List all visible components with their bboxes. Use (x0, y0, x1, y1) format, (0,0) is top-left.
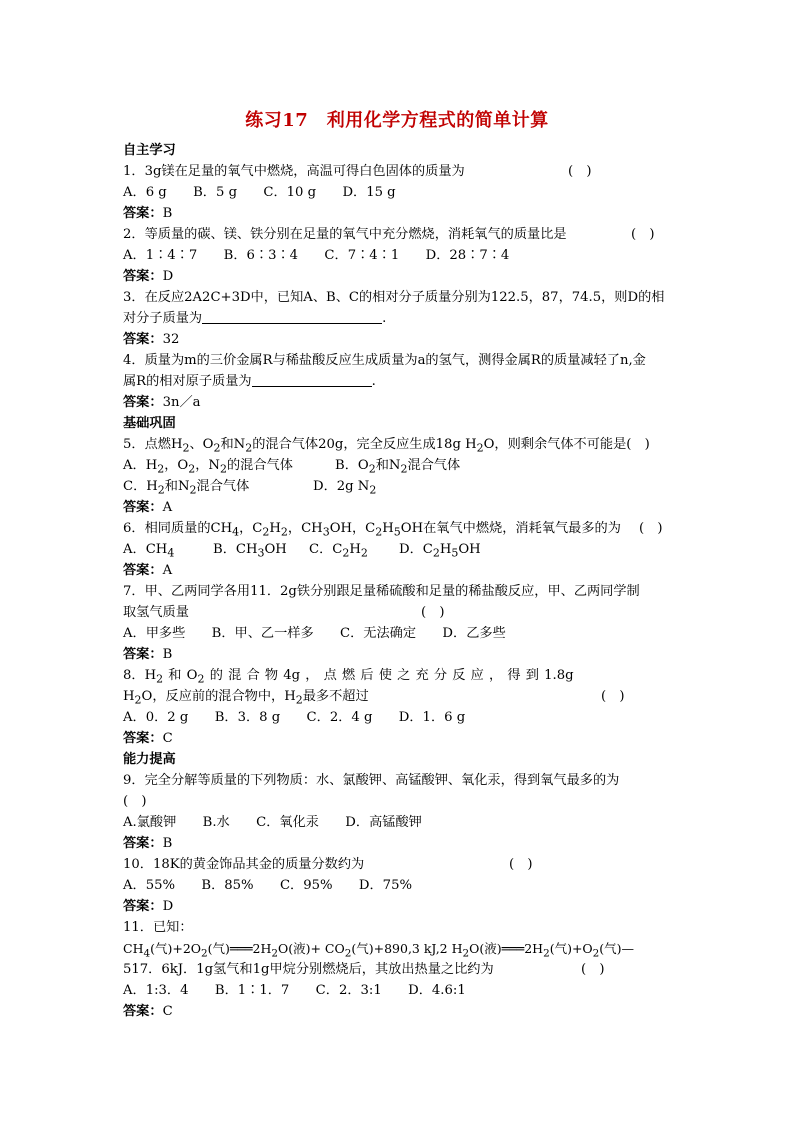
answer-value: C (162, 1004, 173, 1019)
question-end: . (371, 374, 376, 389)
question-options: A．1∶4∶7 B．6∶3∶4 C．7∶4∶1 D．28∶7∶4 (123, 248, 510, 263)
question-7-cont: 取氢气质量 ( ) (123, 602, 683, 623)
answer-line (123, 833, 683, 854)
question-stem: 对分子质量为 (123, 311, 203, 326)
page-title: 练习17 利用化学方程式的简单计算 (245, 110, 549, 131)
answer-value: A (162, 500, 173, 515)
question-3: 3．在反应2A2C+3D中，已知A、B、C的相对分子质量分别为122.5，87，74.5，则D的相 (123, 290, 665, 305)
answer-line (123, 203, 683, 224)
section-heading: 自主学习 (123, 143, 176, 158)
section-heading: 能力提高 (123, 752, 176, 767)
answer-value: C (162, 731, 173, 746)
question-end: . (382, 311, 387, 326)
answer-paren: ( ) (509, 857, 533, 872)
question-8: 8．$H_2$ 和 $O_2$ 的 混 合 物 4g ， 点 燃 后 使 之 充 分 反 应 ， 得 到 1.8g (123, 668, 574, 686)
question-options: A．$CH_4$ B．$CH_3OH$ C．$C_2H_2$ D．$C_2H_5OH$ (123, 542, 481, 560)
answer-value: B (162, 206, 173, 221)
question-options: A．甲多些 B．甲、乙一样多 C．无法确定 D．乙多些 (123, 626, 506, 641)
exercise-content (123, 140, 683, 1022)
answer-label: 答案： (123, 206, 163, 221)
question-11-cont: 517．6kJ．1g氢气和1g甲烷分别燃烧后，其放出热量之比约为 ( ) (123, 959, 683, 980)
question-9: 9．完全分解等质量的下列物质：水、氯酸钾、高锰酸钾、氧化汞，得到氧气最多的为 (123, 773, 620, 788)
answer-label: 答案： (123, 563, 163, 578)
fill-blank (252, 372, 372, 387)
answer-value: 3n／a (162, 395, 201, 410)
answer-paren: ( ) (568, 164, 592, 179)
answer-label: 答案： (123, 269, 163, 284)
question-2 (123, 224, 683, 245)
question-options: A．0．2 g B．3．8 g C．2．4 g D．1．6 g (123, 710, 466, 725)
question-11: 11．已知： (123, 920, 193, 935)
answer-label: 答案： (123, 1004, 163, 1019)
question-options: C．$H_2$和$N_2$混合气体 D．2g $N_2$ (123, 479, 377, 497)
question-options: A．1:3．4 B．1∶1．7 C．2．3:1 D．4.6:1 (123, 983, 466, 998)
question-stem: 1．3g镁在足量的氧气中燃烧，高温可得白色固体的质量为 (123, 164, 465, 179)
answer-line (123, 728, 683, 749)
question-7: 7．甲、乙两同学各用11．2g铁分别跟足量稀硫酸和足量的稀盐酸反应，甲、乙两同学制 (123, 584, 640, 599)
question-1 (123, 161, 683, 182)
answer-value: 32 (162, 332, 180, 347)
question-options: A．6 g B．5 g C．10 g D．15 g (123, 185, 396, 200)
answer-value: D (162, 899, 174, 914)
answer-value: B (162, 836, 173, 851)
answer-label: 答案： (123, 731, 163, 746)
answer-line (123, 1001, 683, 1022)
answer-line (123, 644, 683, 665)
fill-blank (202, 309, 382, 324)
answer-line (123, 896, 683, 917)
question-4: 4．质量为m的三价金属R与稀盐酸反应生成质量为a的氢气，测得金属R的质量减轻了n,金 (123, 353, 646, 368)
answer-label: 答案： (123, 836, 163, 851)
question-10: 10．18K的黄金饰品其金的质量分数约为 ( ) (123, 854, 683, 875)
answer-value: A (162, 563, 173, 578)
question-9-cont: ( ) (123, 794, 147, 809)
question-6: 6．相同质量的$CH_4$，$C_2H_2$，$CH_3OH$，$C_2H_5OH$在氧气中燃烧，消耗氧气最多的为 ( ) (123, 518, 683, 539)
question-stem: 属R的相对原子质量为 (123, 374, 252, 389)
answer-value: D (162, 269, 174, 284)
question-11-equation: $CH_4$(气)$+2O_2$(气)$═══2H_2O$(液)+ $CO_2$(气)+890,3 kJ,2 $H_2O$(液)$═══2H_2$(气)$+O_2$(气)— (123, 941, 635, 960)
answer-line (123, 497, 683, 518)
section-heading: 基础巩固 (123, 416, 176, 431)
question-options: A.氯酸钾 B.水 C．氧化汞 D．高锰酸钾 (123, 815, 422, 830)
answer-paren: ( ) (639, 521, 663, 536)
question-options: A．55% B．85% C．95% D．75% (123, 878, 412, 893)
question-4-cont (123, 371, 683, 392)
question-5: 5．点燃$H_2$、$O_2$和$N_2$的混合气体20g，完全反应生成18g $H_2O$，则剩余气体不可能是( ) (123, 437, 650, 455)
answer-line (123, 392, 683, 413)
question-8-cont: $H_2O$，反应前的混合物中，$H_2$最多不超过 ( ) (123, 686, 683, 707)
answer-label: 答案： (123, 395, 163, 410)
answer-label: 答案： (123, 332, 163, 347)
answer-label: 答案： (123, 647, 163, 662)
answer-label: 答案： (123, 500, 163, 515)
answer-label: 答案： (123, 899, 163, 914)
answer-line (123, 329, 683, 350)
question-stem: 2．等质量的碳、镁、铁分别在足量的氧气中充分燃烧，消耗氧气的质量比是 (123, 227, 567, 242)
question-options: A．$H_2$，$O_2$，$N_2$的混合气体 B．$O_2$和$N_2$混合气体 (123, 458, 461, 476)
question-3-cont (123, 308, 683, 329)
answer-paren: ( ) (601, 689, 625, 704)
answer-paren: ( ) (631, 227, 655, 242)
answer-paren: ( ) (581, 962, 605, 977)
answer-paren: ( ) (421, 605, 445, 620)
answer-value: B (162, 647, 173, 662)
answer-line (123, 266, 683, 287)
